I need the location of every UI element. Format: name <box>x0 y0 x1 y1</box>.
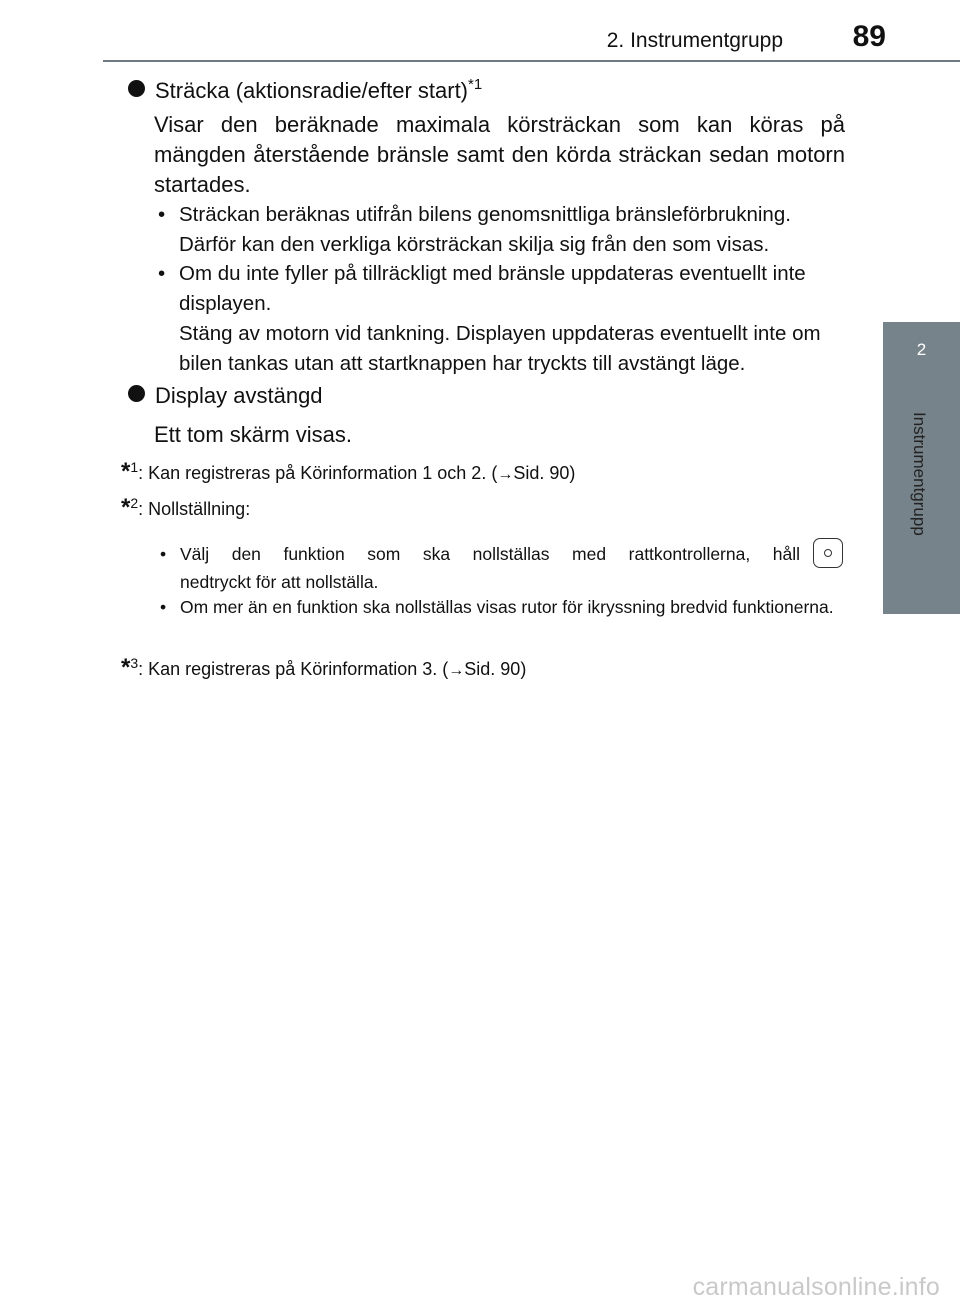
footnote-2: *$^2$: Nollställning: <box>121 494 251 521</box>
bullet-small-icon: • <box>160 544 167 564</box>
range-note-1 <box>158 200 846 260</box>
range-description: Visar den beräknade maximala körsträckan som kan köras på mängden återstående bränsle samt den körda sträckan sedan motorn startades. <box>154 112 845 197</box>
footnote-3: *$^3$: Kan registreras på Körinformation 3. (→Sid. 90) <box>121 654 527 681</box>
range-heading <box>128 70 482 106</box>
bullet-small-icon: • <box>158 203 166 226</box>
watermark: carmanualsonline.info <box>692 1273 940 1301</box>
page-header <box>0 0 960 62</box>
footnote-2-item-1 <box>160 543 800 566</box>
footnote-2-item-2 <box>160 596 846 619</box>
right-arrow-icon: → <box>448 662 465 679</box>
chapter-tab-number: 2 <box>916 340 927 359</box>
chapter-side-label <box>889 412 949 572</box>
footnote-1-page-ref[interactable]: Sid. 90) <box>513 463 576 483</box>
chapter-side-label-text: Instrumentgrupp <box>910 412 929 536</box>
footnote-3-page-ref[interactable]: Sid. 90) <box>464 659 527 679</box>
range-note-2-text: Om du inte fyller på tillräckligt med bränsle uppdateras eventuellt inte displayen. <box>179 262 806 315</box>
right-arrow-icon: → <box>497 466 514 483</box>
bullet-small-icon: • <box>158 262 166 285</box>
range-heading-footnote-ref: *1 <box>468 76 483 93</box>
chapter-title: 2. Instrumentgrupp <box>606 29 783 52</box>
range-note-1-text: Sträckan beräknas utifrån bilens genomsnittliga bränsleförbrukning. Därför kan den verkliga körsträckan skilja sig från den som visas. <box>179 203 791 256</box>
page-number: 89 <box>852 20 886 53</box>
range-note-2-continued: Stäng av motorn vid tankning. Displayen uppdateras eventuellt inte om bilen tankas utan att startknappen har tryckts till avstängt läge. <box>179 322 821 375</box>
bullet-icon <box>128 80 145 97</box>
header-rule <box>103 60 960 62</box>
footnote-2-item-1-continued <box>160 571 846 594</box>
bullet-small-icon: • <box>160 597 167 617</box>
footnote-2-item-1-text: Välj den funktion som ska nollställas med rattkontrollerna, håll <box>180 544 800 564</box>
steering-wheel-enter-button-icon <box>813 538 843 568</box>
display-off-description: Ett tom skärm visas. <box>154 422 353 447</box>
range-heading-text: Sträcka (aktionsradie/efter start) <box>155 78 469 103</box>
footnote-2-item-2-text: Om mer än en funktion ska nollställas visas rutor för ikryssning bredvid funktionerna. <box>180 597 834 617</box>
display-off-heading <box>128 381 323 411</box>
footnote-1: *$^1$: Kan registreras på Körinformation 1 och 2. (→Sid. 90) <box>121 458 576 485</box>
display-off-heading-text: Display avstängd <box>155 383 323 408</box>
bullet-icon <box>128 385 145 402</box>
range-note-2 <box>158 259 846 379</box>
footnote-2-item-1-continued-text: nedtryckt för att nollställa. <box>180 572 379 592</box>
